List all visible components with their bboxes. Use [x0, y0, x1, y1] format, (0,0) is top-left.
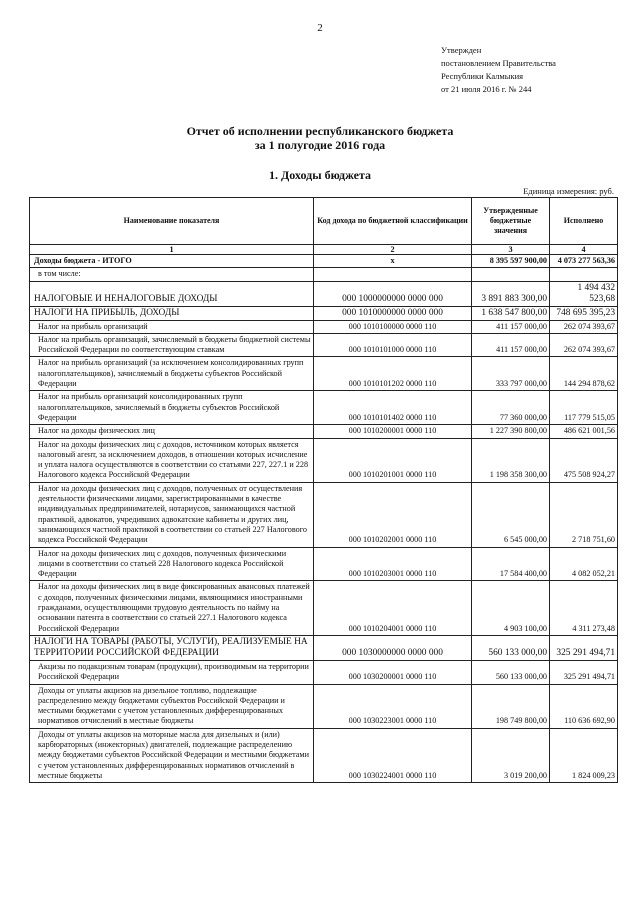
header-code: Код дохода по бюджетной классификации	[314, 198, 472, 245]
row-code: х	[314, 255, 472, 268]
header-name: Наименование показателя	[30, 198, 314, 245]
row-approved: 411 157 000,00	[472, 320, 550, 333]
row-executed: 1 494 432 523,68	[550, 281, 618, 306]
approval-line: Утвержден	[441, 45, 482, 55]
row-executed	[550, 268, 618, 281]
approval-stamp	[441, 44, 556, 96]
row-name: Налог на прибыль организаций консолидированных групп налогоплательщиков, зачисляемый в бюджеты субъектов Российской Федерации	[30, 391, 314, 425]
row-executed: 4 082 052,21	[550, 547, 618, 581]
header-executed: Исполнено	[550, 198, 618, 245]
row-code: 000 1000000000 0000 000	[314, 281, 472, 306]
table-row	[30, 320, 618, 333]
table-row	[30, 482, 618, 547]
row-executed: 748 695 395,23	[550, 306, 618, 320]
title-line: Отчет об исполнении республиканского бюджета	[186, 124, 454, 138]
row-name: НАЛОГИ НА ПРИБЫЛЬ, ДОХОДЫ	[30, 306, 314, 320]
table-row	[30, 357, 618, 391]
row-code	[314, 268, 472, 281]
header-approved: Утвержденные бюджетные значения	[472, 198, 550, 245]
row-code: 000 1030000000 0000 000	[314, 635, 472, 660]
row-executed: 262 074 393,67	[550, 333, 618, 357]
row-name: Доходы бюджета - ИТОГО	[30, 255, 314, 268]
row-approved: 77 360 000,00	[472, 391, 550, 425]
row-name: Налог на прибыль организаций (за исключением консолидированных групп налогоплательщиков), зачисляемый в бюджеты субъектов Российской Федерации	[30, 357, 314, 391]
row-code: 000 1010203001 0000 110	[314, 547, 472, 581]
row-approved: 198 749 800,00	[472, 684, 550, 728]
row-approved: 6 545 000,00	[472, 482, 550, 547]
row-name: Налог на прибыль организаций, зачисляемый в бюджеты бюджетной системы Российской Федерации по соответствующим ставкам	[30, 333, 314, 357]
row-executed: 110 636 692,90	[550, 684, 618, 728]
row-executed: 4 073 277 563,36	[550, 255, 618, 268]
row-code: 000 1010101000 0000 110	[314, 333, 472, 357]
table-row	[30, 391, 618, 425]
page-number: 2	[317, 22, 323, 34]
row-approved: 1 198 358 300,00	[472, 438, 550, 482]
column-number: 4	[550, 245, 618, 255]
row-approved: 333 797 000,00	[472, 357, 550, 391]
row-executed: 325 291 494,71	[550, 660, 618, 684]
row-name: Налог на доходы физических лиц с доходов, полученных физическими лицами в соответствии со статьей 228 Налогового кодекса Российской Федерации	[30, 547, 314, 581]
row-name: Акцизы по подакцизным товарам (продукции), производимым на территории Российской Федерации	[30, 660, 314, 684]
title-line: за 1 полугодие 2016 года	[254, 138, 386, 152]
row-name: НАЛОГОВЫЕ И НЕНАЛОГОВЫЕ ДОХОДЫ	[30, 281, 314, 306]
unit-label: Единица измерения: руб.	[523, 186, 614, 196]
approval-line: постановлением Правительства	[441, 58, 556, 68]
row-name: НАЛОГИ НА ТОВАРЫ (РАБОТЫ, УСЛУГИ), РЕАЛИЗУЕМЫЕ НА ТЕРРИТОРИИ РОССИЙСКОЙ ФЕДЕРАЦИИ	[30, 635, 314, 660]
column-number: 2	[314, 245, 472, 255]
row-code: 000 1010101402 0000 110	[314, 391, 472, 425]
row-code: 000 1010000000 0000 000	[314, 306, 472, 320]
row-approved: 17 584 400,00	[472, 547, 550, 581]
row-approved: 3 019 200,00	[472, 728, 550, 782]
row-approved	[472, 268, 550, 281]
table-row	[30, 547, 618, 581]
row-approved: 8 395 597 900,00	[472, 255, 550, 268]
row-code: 000 1010200001 0000 110	[314, 425, 472, 438]
row-code: 000 1010202001 0000 110	[314, 482, 472, 547]
row-name: Доходы от уплаты акцизов на дизельное топливо, подлежащие распределению между бюджетами субъектов Российской Федерации и местными бюджетами с учетом установленных дифференцированных нормативов отчислений в местные бюджеты	[30, 684, 314, 728]
row-code: 000 1010101202 0000 110	[314, 357, 472, 391]
row-name: Налог на доходы физических лиц с доходов, источником которых является налоговый агент, за исключением доходов, в отношении которых исчисление и уплата налога осуществляются в соответствии со статьями 227, 227.1 и 228 Налогового кодекса Российской Федерации	[30, 438, 314, 482]
table-row	[30, 438, 618, 482]
approval-line: Республики Калмыкия	[441, 71, 524, 81]
row-code: 000 1010100000 0000 110	[314, 320, 472, 333]
row-approved: 1 638 547 800,00	[472, 306, 550, 320]
table-row	[30, 281, 618, 306]
table-row	[30, 728, 618, 782]
row-name: в том числе:	[30, 268, 314, 281]
row-name: Налог на прибыль организаций	[30, 320, 314, 333]
row-name: Налог на доходы физических лиц	[30, 425, 314, 438]
row-name: Налог на доходы физических лиц в виде фиксированных авансовых платежей с доходов, полученных физическими лицами, являющимися иностранными гражданами, осуществляющими трудовую деятельность по найму на основании патента в соответствии со статьей 227.1 Налогового кодекса Российской Федерации	[30, 581, 314, 635]
column-number: 3	[472, 245, 550, 255]
column-number: 1	[30, 245, 314, 255]
row-approved: 3 891 883 300,00	[472, 281, 550, 306]
row-executed: 486 621 001,56	[550, 425, 618, 438]
table-row	[30, 684, 618, 728]
row-approved: 4 903 100,00	[472, 581, 550, 635]
row-executed: 262 074 393,67	[550, 320, 618, 333]
row-executed: 475 508 924,27	[550, 438, 618, 482]
table-row	[30, 333, 618, 357]
row-approved: 560 133 000,00	[472, 635, 550, 660]
row-name: Доходы от уплаты акцизов на моторные масла для дизельных и (или) карбюраторных (инжекторных) двигателей, подлежащие распределению между бюджетами субъектов Российской Федерации и местными бюджетами с учетом установленных дифференцированных нормативов отчислений в местные бюджеты	[30, 728, 314, 782]
row-code: 000 1010204001 0000 110	[314, 581, 472, 635]
row-approved: 560 133 000,00	[472, 660, 550, 684]
document-title	[0, 124, 640, 152]
row-code: 000 1010201001 0000 110	[314, 438, 472, 482]
section-title: 1. Доходы бюджета	[268, 168, 372, 182]
row-executed: 144 294 878,62	[550, 357, 618, 391]
table-row	[30, 268, 618, 281]
row-code: 000 1030224001 0000 110	[314, 728, 472, 782]
table-row	[30, 306, 618, 320]
row-approved: 1 227 390 800,00	[472, 425, 550, 438]
row-code: 000 1030223001 0000 110	[314, 684, 472, 728]
table-row	[30, 660, 618, 684]
row-executed: 4 311 273,48	[550, 581, 618, 635]
row-name: Налог на доходы физических лиц с доходов, полученных от осуществления деятельности физическими лицами, зарегистрированными в качестве индивидуальных предпринимателей, нотариусов, занимающихся частной практикой, адвокатов, учредивших адвокатские кабинеты и других лиц, занимающихся частной практикой в соответствии со статьей 227 Налогового кодекса Российской Федерации	[30, 482, 314, 547]
table-row	[30, 255, 618, 268]
row-code: 000 1030200001 0000 110	[314, 660, 472, 684]
row-executed: 117 779 515,05	[550, 391, 618, 425]
table-row	[30, 635, 618, 660]
approval-line: от 21 июля 2016 г. № 244	[441, 84, 532, 94]
table-row	[30, 425, 618, 438]
row-approved: 411 157 000,00	[472, 333, 550, 357]
row-executed: 2 718 751,60	[550, 482, 618, 547]
income-table	[29, 197, 618, 783]
table-row	[30, 581, 618, 635]
row-executed: 325 291 494,71	[550, 635, 618, 660]
row-executed: 1 824 009,23	[550, 728, 618, 782]
